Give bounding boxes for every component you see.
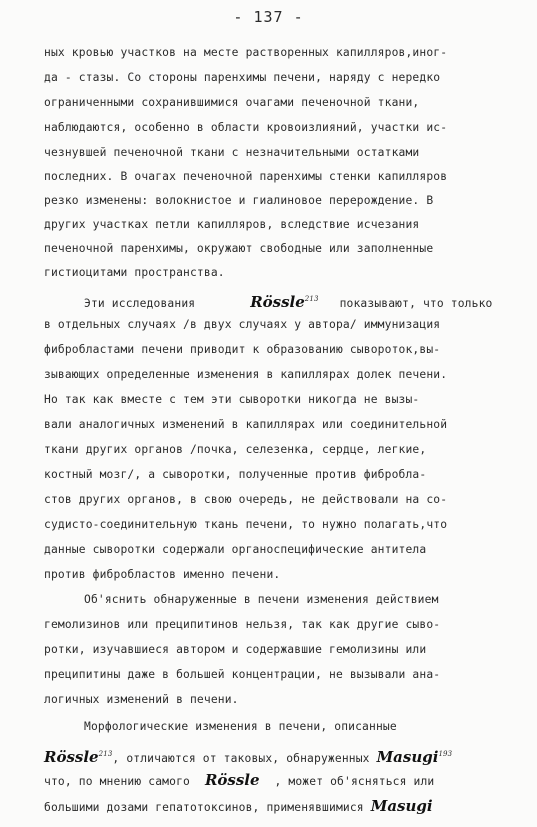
handwritten-author-name: Rössle xyxy=(44,748,99,766)
text-line: печеночной паренхимы, окружают свободные или заполненные xyxy=(44,242,434,255)
text-line: против фибробластов именно печени. xyxy=(44,568,281,581)
text-line xyxy=(84,292,493,311)
text-line: наблюдаются, особенно в области кровоизлияний, участки ис- xyxy=(44,121,448,134)
text-line: Об'яснить обнаруженные в печени изменения действием xyxy=(84,593,439,606)
text-line xyxy=(44,799,433,815)
text-line: ограниченными сохранившимися очагами печеночной ткани, xyxy=(44,96,420,109)
text-segment: , отличаются от таковых, обнаруженных xyxy=(112,752,370,765)
handwritten-author-name: Masugi xyxy=(376,748,439,766)
page-number: - 137 - xyxy=(233,8,304,26)
text-segment: Эти исследования xyxy=(84,297,196,310)
reference-number: 213 xyxy=(304,295,319,303)
text-line: зывающих определенные изменения в капиллярах долек печени. xyxy=(44,368,448,381)
text-segment: большими дозами гепатотоксинов, применявшимися xyxy=(44,801,364,814)
text-line: гистиоцитами пространства. xyxy=(44,266,225,279)
text-line: данные сыворотки содержали органоспецифические антитела xyxy=(44,543,427,556)
text-line: ных кровью участков на месте растворенных капилляров,иног- xyxy=(44,46,448,59)
text-line: резко изменены: волокнистое и гиалиновое перерождение. В xyxy=(44,194,434,207)
text-line: последних. В очагах печеночной паренхимы стенки капилляров xyxy=(44,170,448,183)
text-line: судисто-соединительную ткань печени, то нужно полагать,что xyxy=(44,518,448,531)
text-line xyxy=(44,773,434,789)
text-line: гемолизинов или преципитинов нельзя, так как другие сыво- xyxy=(44,618,441,631)
reference-number: 213 xyxy=(98,750,113,758)
text-line: да - стазы. Со стороны паренхимы печени, наряду с нередко xyxy=(44,71,441,84)
handwritten-author-name: Rössle xyxy=(204,771,260,789)
text-line: вали аналогичных изменений в капиллярах или соединительной xyxy=(44,418,448,431)
text-line xyxy=(44,747,452,766)
text-line: костный мозг/, а сыворотки, полученные против фибробла- xyxy=(44,468,427,481)
reference-number: 193 xyxy=(438,750,453,758)
text-line: других участках петли капилляров, вследствие исчезания xyxy=(44,218,420,231)
text-line: Морфологические изменения в печени, описанные xyxy=(84,720,397,733)
text-line: стов других органов, в свою очередь, не действовали на со- xyxy=(44,493,448,506)
text-line: преципитины даже в большей концентрации, не вызывали ана- xyxy=(44,668,441,681)
text-line: ткани других органов /почка, селезенка, сердце, легкие, xyxy=(44,443,427,456)
text-line: Но так как вместе с тем эти сыворотки никогда не вызы- xyxy=(44,393,420,406)
handwritten-author-name: Rössle xyxy=(250,293,305,311)
text-line: чезнувшей печеночной ткани с незначительными остатками xyxy=(44,146,420,159)
text-line: ротки, изучавшиеся автором и содержавшие гемолизины или xyxy=(44,643,427,656)
text-segment: , может об'ясняться или xyxy=(274,775,435,788)
handwritten-author-name: Masugi xyxy=(370,797,433,815)
text-line: в отдельных случаях /в двух случаях у автора/ иммунизация xyxy=(44,318,441,331)
text-segment: что, по мнению самого xyxy=(44,775,190,788)
text-line: фибробластами печени приводит к образованию сывороток,вы- xyxy=(44,343,441,356)
text-line: логичных изменений в печени. xyxy=(44,693,239,706)
text-segment: показывают, что только xyxy=(339,297,493,310)
